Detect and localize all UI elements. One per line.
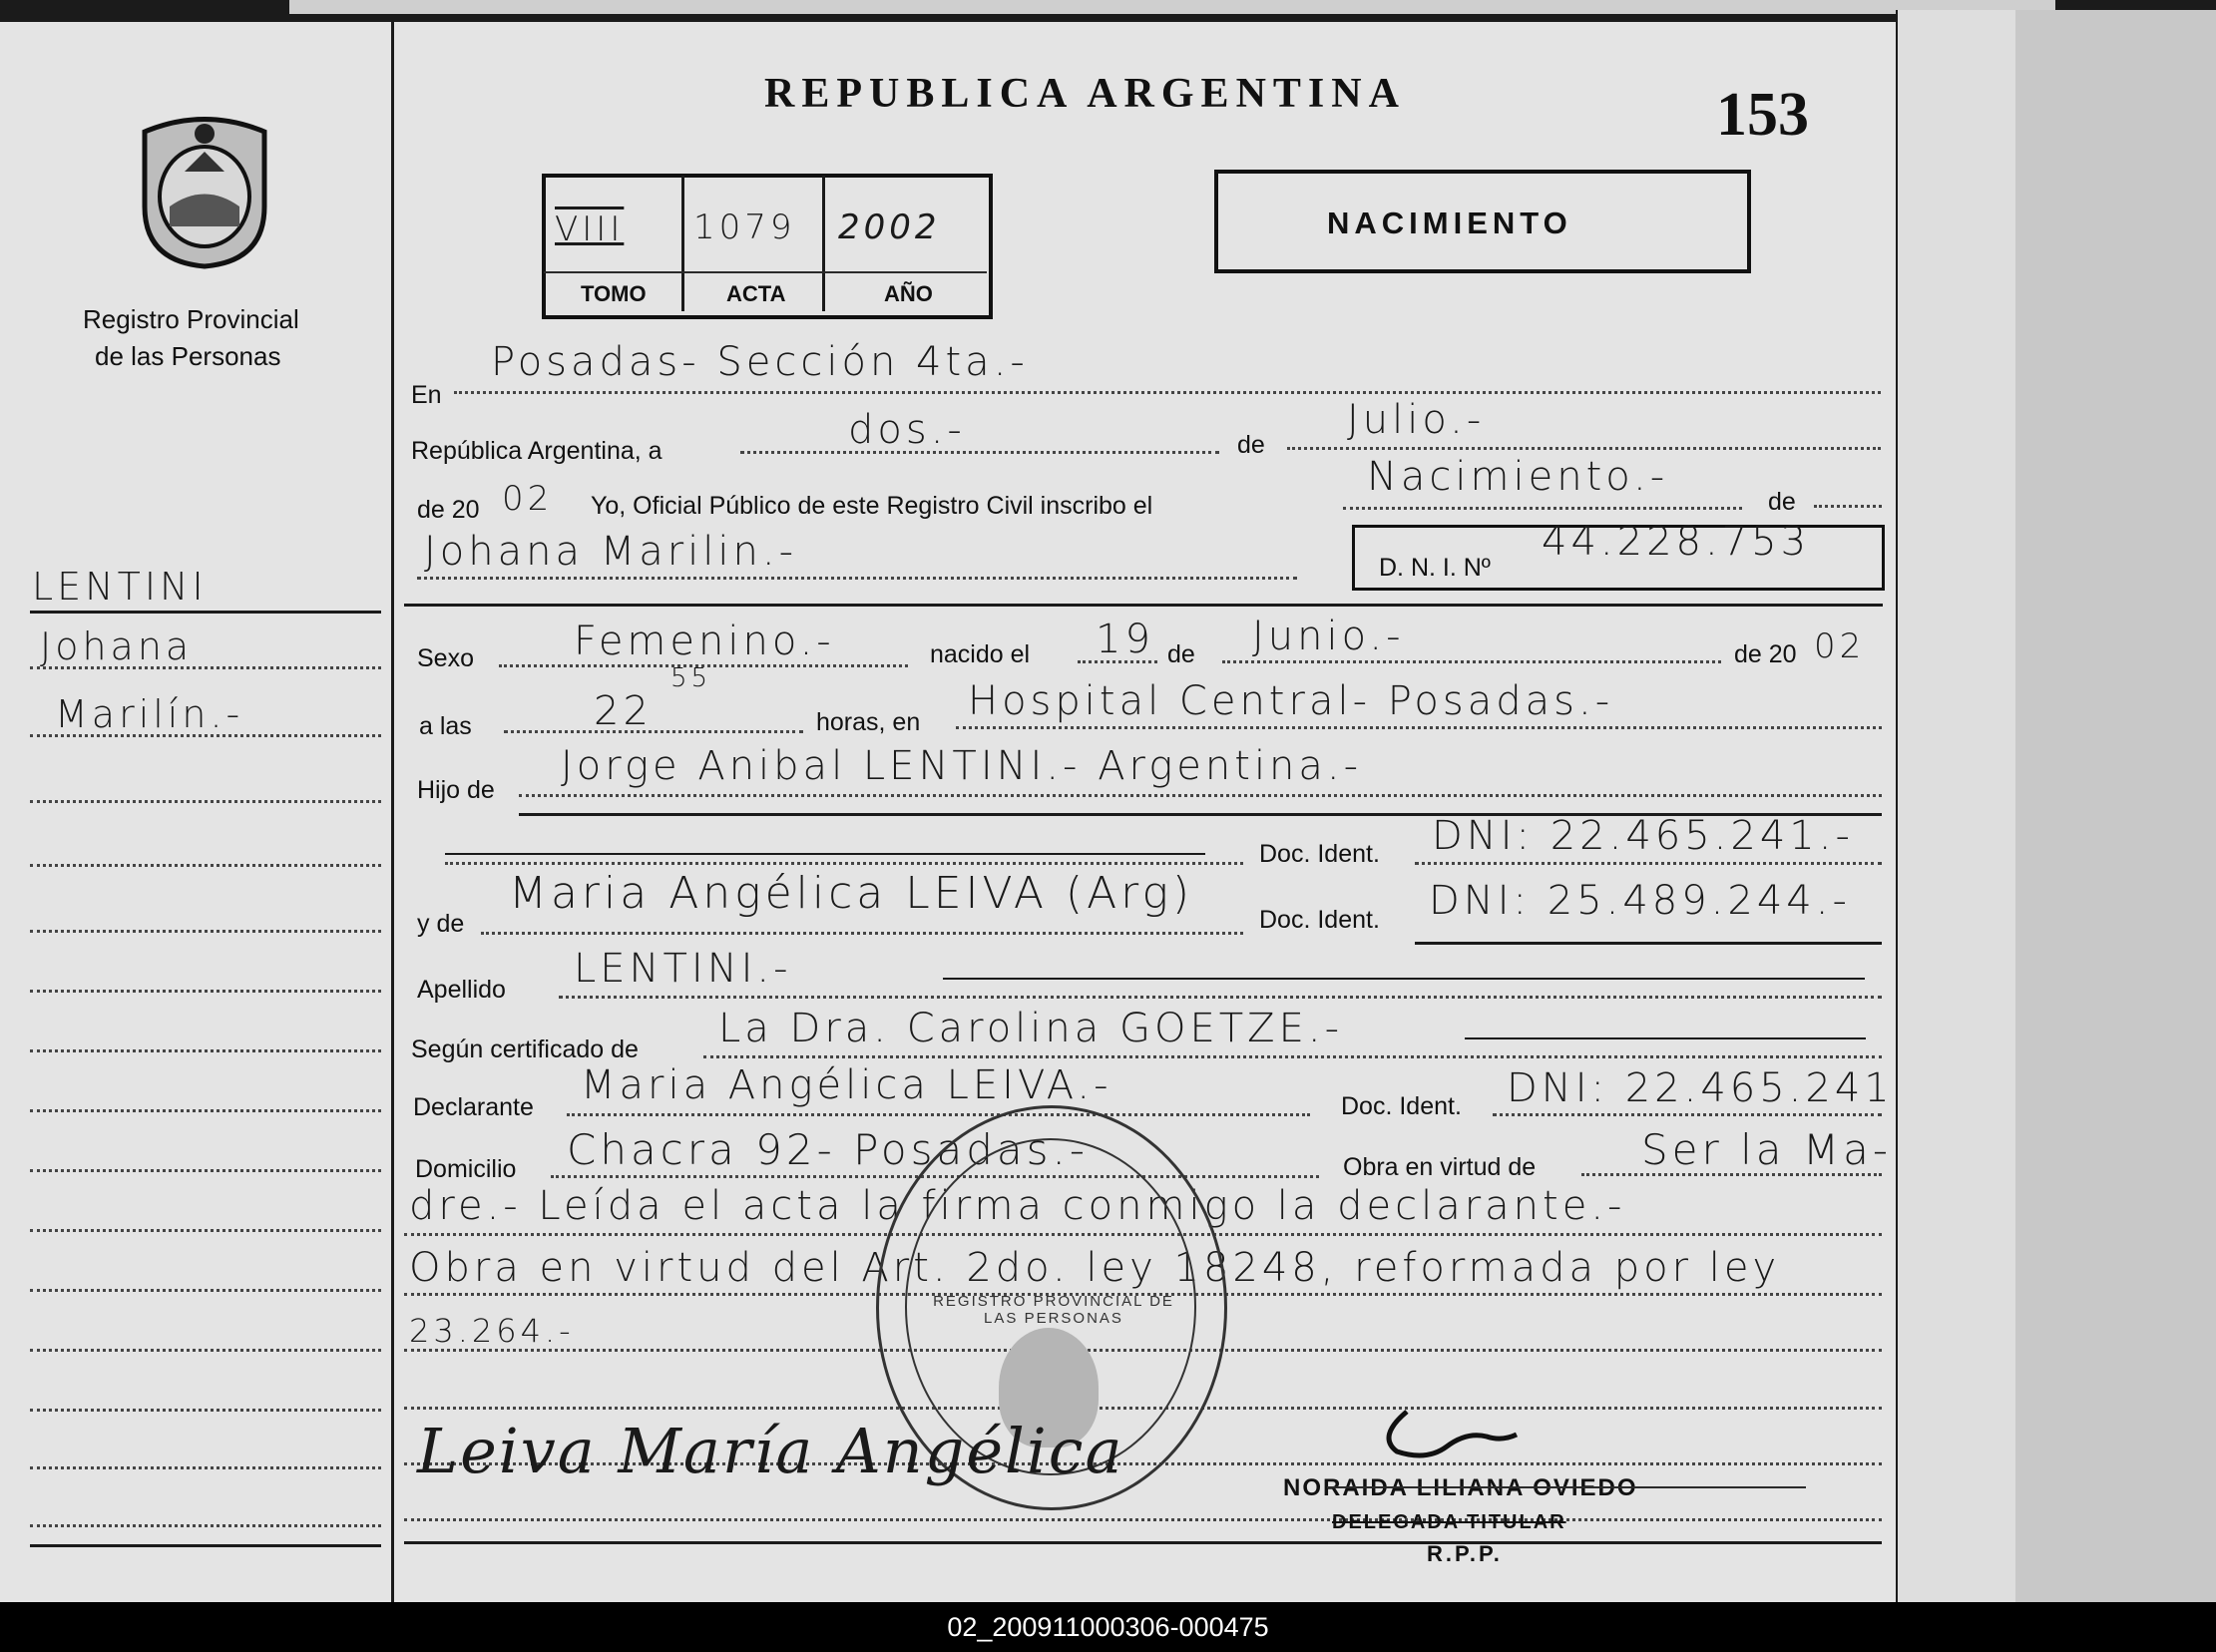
file-identifier: 02_200911000306-000475: [0, 1602, 2216, 1652]
box-divider: [822, 176, 825, 311]
inscribo-label: Yo, Oficial Público de este Registro Civil inscribo el: [591, 492, 1153, 520]
scan-top-strip: [289, 0, 2055, 14]
en-label: En: [411, 381, 442, 409]
notes-line-1: dre.- Leída el acta la firma conmigo la declarante.-: [409, 1183, 1626, 1229]
acta-label: ACTA: [726, 281, 786, 306]
republica-label: República Argentina, a: [411, 437, 663, 465]
certificate-issuer: La Dra. Carolina GOETZE.-: [718, 1006, 1343, 1051]
stamp-text: REGISTRO PROVINCIAL DE LAS PERSONAS: [933, 1293, 1174, 1327]
registry-name-line2: de las Personas: [95, 341, 281, 371]
address-value: Chacra 92- Posadas.-: [567, 1125, 1090, 1174]
officer-name: NORAIDA LILIANA OVIEDO: [1283, 1474, 1638, 1501]
registration-month: Julio.-: [1347, 397, 1486, 443]
birth-hour: 22: [594, 688, 653, 734]
margin-dotted-line: [30, 1109, 381, 1112]
dotted-line: [504, 730, 803, 733]
blank-line: [943, 978, 1865, 980]
dotted-line: [1078, 660, 1157, 663]
docident-label-1: Doc. Ident.: [1259, 840, 1380, 868]
sexo-label: Sexo: [417, 644, 474, 672]
apellido-label: Apellido: [417, 976, 506, 1004]
margin-dotted-line: [30, 1289, 381, 1292]
surname-value: LENTINI.-: [574, 946, 792, 992]
de-label-2: de: [1768, 488, 1796, 516]
signature-stroke: [1327, 1486, 1806, 1488]
dotted-line: [445, 862, 1243, 865]
next-page-edge: [1995, 10, 2216, 1606]
section-divider: [404, 604, 1883, 607]
dni-label: D. N. I. Nº: [1379, 554, 1491, 582]
box-divider: [681, 176, 684, 311]
yde-label: y de: [417, 910, 465, 938]
birth-minutes: 55: [670, 663, 712, 693]
officer-title: DELEGADA TITULAR: [1332, 1511, 1566, 1533]
page-edge-line: [1896, 10, 1898, 1602]
margin-bottom-rule: [30, 1544, 381, 1547]
dotted-line: [1493, 1113, 1882, 1116]
mother-document: DNI: 25.489.244.-: [1429, 878, 1851, 924]
dotted-line: [404, 1518, 1882, 1521]
dotted-line: [417, 577, 1297, 580]
dotted-line: [1814, 505, 1882, 508]
segun-label: Según certificado de: [411, 1035, 639, 1063]
anio-label: AÑO: [884, 281, 933, 306]
tomo-value: VIII: [555, 209, 625, 249]
mother-name: Maria Angélica LEIVA (Arg): [509, 868, 1194, 919]
father-document: DNI: 22.465.241.-: [1432, 813, 1854, 859]
declarant-document: DNI: 22.465.241: [1507, 1065, 1894, 1111]
dotted-line: [956, 726, 1882, 729]
dotted-line: [1343, 507, 1742, 510]
dotted-line: [1415, 862, 1882, 865]
margin-dotted-line: [30, 1349, 381, 1352]
registration-day: dos.-: [848, 407, 966, 453]
declarant-signature: Leiva María Angélica: [417, 1415, 1124, 1487]
dotted-line: [703, 1055, 1882, 1058]
de-label-3: de: [1167, 640, 1195, 668]
registration-year: 02: [502, 479, 554, 519]
de20-label-2: de 20: [1734, 640, 1797, 668]
father-name: Jorge Anibal LENTINI.- Argentina.-: [561, 743, 1363, 789]
obra-label: Obra en virtud de: [1343, 1153, 1537, 1181]
blank-line: [445, 853, 1205, 855]
margin-dotted-line: [30, 1169, 381, 1172]
dotted-line: [559, 996, 1882, 999]
obra-value: Ser la Ma-: [1641, 1125, 1893, 1174]
child-name: Johana Marilin.-: [424, 529, 798, 575]
page-right-margin: [1896, 10, 2015, 1606]
dotted-line: [481, 932, 1243, 935]
margin-dotted-line: [30, 1524, 381, 1527]
margin-dotted-line: [30, 1049, 381, 1052]
declarant-name: Maria Angélica LEIVA.-: [581, 1062, 1112, 1108]
margin-dotted-line: [30, 800, 381, 803]
birth-month: Junio.-: [1252, 614, 1405, 659]
de-label: de: [1237, 431, 1265, 459]
margin-given-name-1: Johana: [40, 624, 194, 668]
act-kind-value: Nacimiento.-: [1367, 454, 1669, 500]
tomo-label: TOMO: [581, 281, 647, 306]
de20-label: de 20: [417, 496, 480, 524]
notes-line-2: Obra en virtud del Art. 2do. ley 18248, reformada por ley: [409, 1245, 1781, 1291]
provincial-seal-icon: [130, 112, 279, 271]
box-label-divider: [544, 271, 987, 273]
margin-dotted-line: [30, 1409, 381, 1412]
margin-surname: LENTINI: [32, 565, 208, 609]
birth-day: 19: [1096, 617, 1154, 662]
birth-place: Hospital Central- Posadas.-: [968, 678, 1614, 724]
dni-value: 44.228.753: [1542, 519, 1811, 565]
registry-name-line1: Registro Provincial: [83, 304, 299, 334]
dotted-line: [1287, 447, 1881, 450]
margin-dotted-line: [30, 734, 381, 737]
officer-signature-icon: [1367, 1407, 1547, 1466]
officer-organization: R.P.P.: [1427, 1541, 1503, 1566]
section-divider: [1415, 942, 1882, 945]
nacido-label: nacido el: [930, 640, 1031, 668]
margin-dotted-line: [30, 1229, 381, 1232]
margin-dotted-line: [30, 930, 381, 933]
horas-label: horas, en: [816, 708, 921, 736]
page-number: 153: [1716, 81, 1809, 149]
dotted-line: [519, 794, 1882, 797]
domicilio-label: Domicilio: [415, 1155, 517, 1183]
margin-divider: [391, 22, 394, 1602]
act-type: NACIMIENTO: [1327, 206, 1572, 240]
place-of-registration: Posadas- Sección 4ta.-: [491, 339, 1029, 385]
dotted-line: [1222, 660, 1721, 663]
blank-line: [1465, 1037, 1866, 1039]
margin-dotted-line: [30, 1466, 381, 1469]
declarante-label: Declarante: [413, 1093, 534, 1121]
notes-line-3: 23.264.-: [409, 1312, 575, 1350]
bottom-rule: [404, 1541, 1882, 1544]
birth-year: 02: [1814, 626, 1866, 666]
anio-value: 2002: [838, 207, 941, 247]
hijo-label: Hijo de: [417, 776, 495, 804]
alas-label: a las: [419, 712, 472, 740]
dotted-line: [740, 451, 1219, 454]
sex-value: Femenino.-: [574, 619, 835, 664]
dotted-line: [567, 1113, 1310, 1116]
margin-dotted-line: [30, 864, 381, 867]
acta-value: 1079: [693, 207, 796, 247]
margin-rule: [30, 611, 381, 614]
dotted-line: [1581, 1173, 1882, 1176]
margin-dotted-line: [30, 990, 381, 993]
margin-dotted-line: [30, 666, 381, 669]
margin-given-name-2: Marilín.-: [55, 692, 244, 736]
dotted-line: [454, 391, 1881, 394]
docident-label-3: Doc. Ident.: [1341, 1092, 1462, 1120]
docident-label-2: Doc. Ident.: [1259, 906, 1380, 934]
country-heading: REPUBLICA ARGENTINA: [764, 71, 1406, 117]
